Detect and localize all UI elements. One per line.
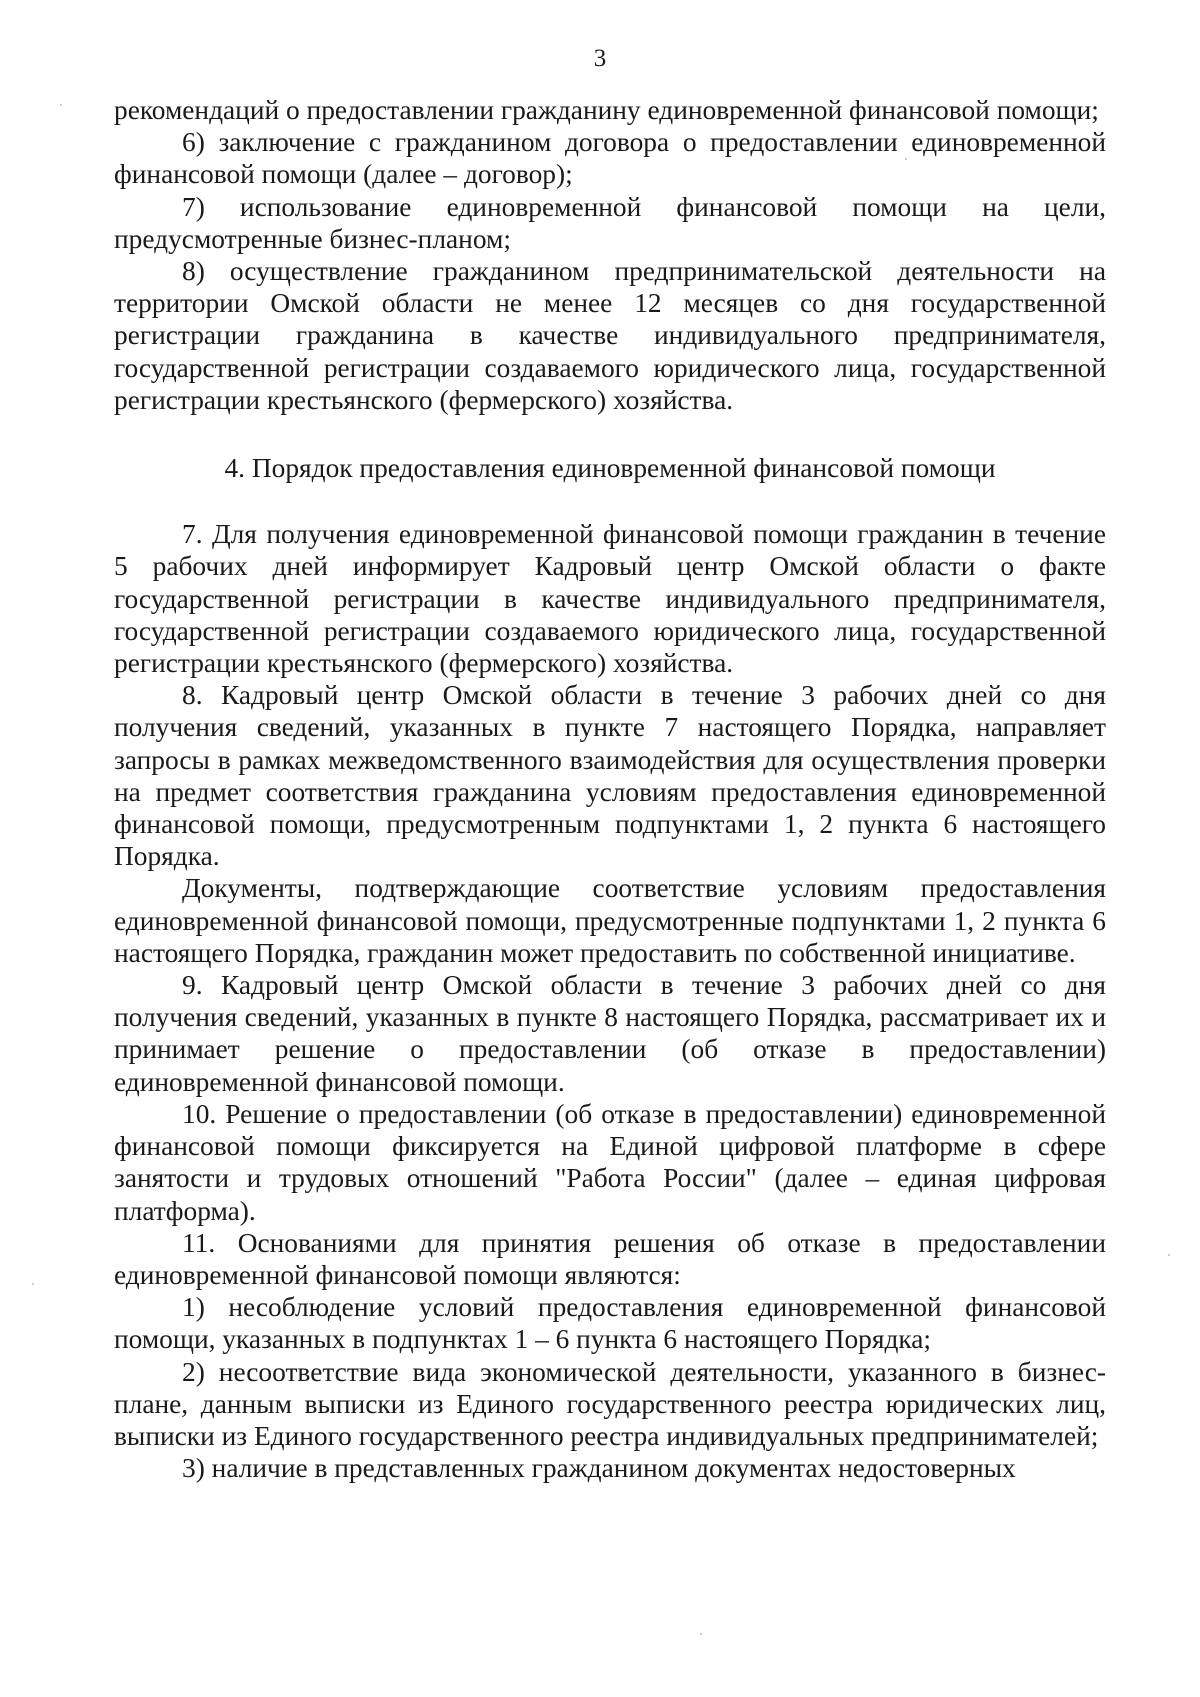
scan-speck: [700, 1633, 702, 1635]
section-heading: 4. Порядок предоставления единовременной финансовой помощи: [224, 453, 996, 484]
paragraph-ground-3: 3) наличие в представленных гражданином документах недостоверных: [182, 1453, 1016, 1484]
paragraph-item-8: 8) осуществление гражданином предпринимательской деятельности на территории Омской области не менее 12 месяцев со дня государственной регистрации гражданина в качестве индивидуального предпринимателя, государственной регистрации создаваемого юридического лица, государственной регистрации крестьянского (фермерского) хозяйства.: [114, 256, 1106, 415]
scan-speck: [32, 1283, 34, 1285]
paragraph-documents: Документы, подтверждающие соответствие условиям предоставления единовременной финансовой помощи, предусмотренные подпунктами 1, 2 пункта 6 настоящего Порядка, гражданин может предоставить по собственной инициативе.: [114, 873, 1106, 968]
scan-speck: [905, 158, 907, 160]
paragraph-ground-1: 1) несоблюдение условий предоставления единовременной финансовой помощи, указанных в подпунктах 1 – 6 пункта 6 настоящего Порядка;: [114, 1292, 1106, 1355]
paragraph-clause-7: 7. Для получения единовременной финансовой помощи гражданин в течение 5 рабочих дней информирует Кадровый центр Омской области о факте государственной регистрации в качестве индивидуального предпринимателя, государственной регистрации создаваемого юридического лица, государственной регистрации крестьянского (фермерского) хозяйства.: [114, 519, 1106, 679]
paragraph-clause-9: 9. Кадровый центр Омской области в течение 3 рабочих дней со дня получения сведений, указанных в пункте 8 настоящего Порядка, рассматривает их и принимает решение о предоставлении (об отказе в предоставлении) единовременной финансовой помощи.: [114, 970, 1106, 1097]
paragraph-ground-2: 2) несоответствие вида экономической деятельности, указанного в бизнес-плане, данным выписки из Единого государственного реестра юридических лиц, выписки из Единого государственного реестра индивидуальных предпринимателей;: [114, 1356, 1106, 1451]
page-number: 3: [593, 45, 607, 72]
paragraph-item-7: 7) использование единовременной финансовой помощи на цели, предусмотренные бизнес-планом;: [114, 191, 1106, 254]
paragraph-clause-11: 11. Основаниями для принятия решения об отказе в предоставлении единовременной финансовой помощи являются:: [114, 1227, 1106, 1290]
document-body: [114, 94, 1106, 1484]
paragraph-clause-10: 10. Решение о предоставлении (об отказе в предоставлении) единовременной финансовой помощи фиксируется на Единой цифровой платформе в сфере занятости и трудовых отношений "Работа России" (далее – единая цифровая платформа).: [114, 1098, 1106, 1226]
paragraph-continuation: рекомендаций о предоставлении гражданину единовременной финансовой помощи;: [114, 95, 1099, 125]
paragraph-item-6: 6) заключение с гражданином договора о предоставлении единовременной финансовой помощи (далее – договор);: [114, 127, 1106, 190]
scan-speck: [1168, 1254, 1170, 1256]
paragraph-clause-8: 8. Кадровый центр Омской области в течение 3 рабочих дней со дня получения сведений, указанных в пункте 7 настоящего Порядка, направляет запросы в рамках межведомственного взаимодействия для осуществления проверки на предмет соответствия гражданина условиям предоставления единовременной финансовой помощи, предусмотренным подпунктами 1, 2 пункта 6 настоящего Порядка.: [114, 680, 1106, 872]
scan-speck: [60, 104, 62, 106]
